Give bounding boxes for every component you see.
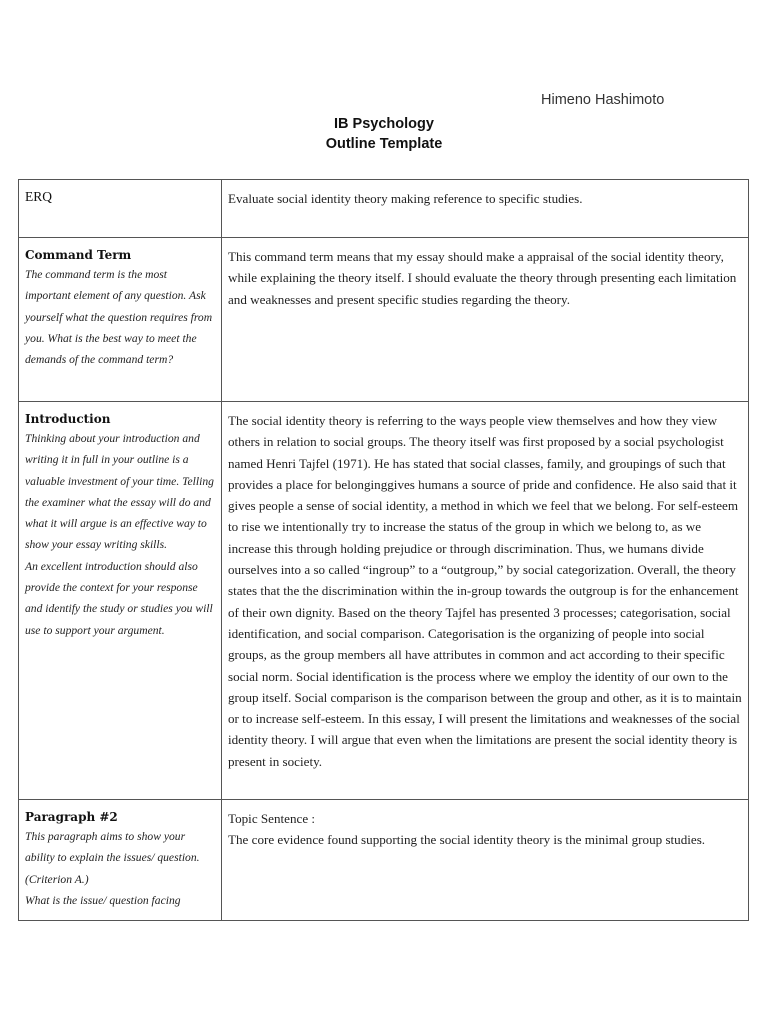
table-row-erq	[19, 180, 749, 238]
table-row-introduction	[19, 402, 749, 800]
row-response: This command term means that my essay should make a appraisal of the social identity theory, while explaining the theory itself. I should evaluate the theory through presenting each limitation and weaknesses and present specific studies regarding the theory.	[228, 249, 737, 307]
row-content-cell	[222, 402, 749, 800]
row-content-cell	[222, 800, 749, 921]
row-label-cell	[19, 238, 222, 402]
document-title	[0, 114, 768, 154]
row-title: Paragraph #2	[25, 810, 118, 824]
row-title: Command Term	[25, 248, 132, 262]
row-label-cell	[19, 402, 222, 800]
row-content-cell	[222, 238, 749, 402]
title-line-1: IB Psychology	[334, 116, 434, 132]
row-response: The social identity theory is referring to the ways people view themselves and how they view others in relation to social groups. The theory itself was first proposed by a social psychologist named Henri Tajfel (1971). He has stated that social classes, family, and groupings of such that provides a place for belonginggives humans a source of pride and confidence. He also said that it gives people a sense of social identity, a method in which we feel that we belong. For self-esteem to rise we intentionally try to increase the status of the group in which we belong to, as we increase this through holding prejudice or through discrimination. Thus, we humans divide ourselves into a so called “ingroup” to a “outgroup,” by social categorization. Overall, the theory states that the the discrimination within the in-group towards the outgroup is for the enhancement of their own dignity. Based on the theory Tajfel has presented 3 processes; categorisation, social identification, and social comparison. Categorisation is the organizing of people into social groups, as the group members all have attributes in common and act according to their specific social norm. Social identification is the process where we employ the identity of our own to the group itself. Social comparison is the comparison between the group and other, as it is to maintain or to increase self-esteem. In this essay, I will present the limitations and weaknesses of the social identity theory. I will argue that even when the limitations are present the social identity theory is present in society.	[228, 413, 742, 769]
outline-table	[18, 179, 749, 921]
row-guidance: Thinking about your introduction and writing it in full in your outline is a valuable investment of your time. Telling the examiner what the essay will do and what it will argue is an effective way to show your essay writing skills. An excellent introduction should also provide the context for your response and identify the study or studies you will use to support your argument.	[25, 432, 214, 637]
table-row-command-term	[19, 238, 749, 402]
row-title: ERQ	[25, 189, 52, 204]
row-guidance: The command term is the most important element of any question. Ask yourself what the question requires from you. What is the best way to meet the demands of the command term?	[25, 268, 213, 367]
row-label-cell	[19, 800, 222, 921]
topic-sentence-label: Topic Sentence :	[228, 811, 316, 826]
erq-question: Evaluate social identity theory making reference to specific studies.	[228, 191, 583, 206]
row-label-cell	[19, 180, 222, 238]
row-guidance: This paragraph aims to show your ability to explain the issues/ question. (Criterion A.) What is the issue/ question facing	[25, 830, 200, 907]
row-title: Introduction	[25, 412, 111, 426]
row-response: The core evidence found supporting the social identity theory is the minimal group studies.	[228, 832, 706, 848]
table-row-paragraph-2	[19, 800, 749, 921]
title-line-2: Outline Template	[325, 136, 443, 152]
row-content-cell	[222, 180, 749, 238]
author-name: Himeno Hashimoto	[541, 92, 665, 108]
